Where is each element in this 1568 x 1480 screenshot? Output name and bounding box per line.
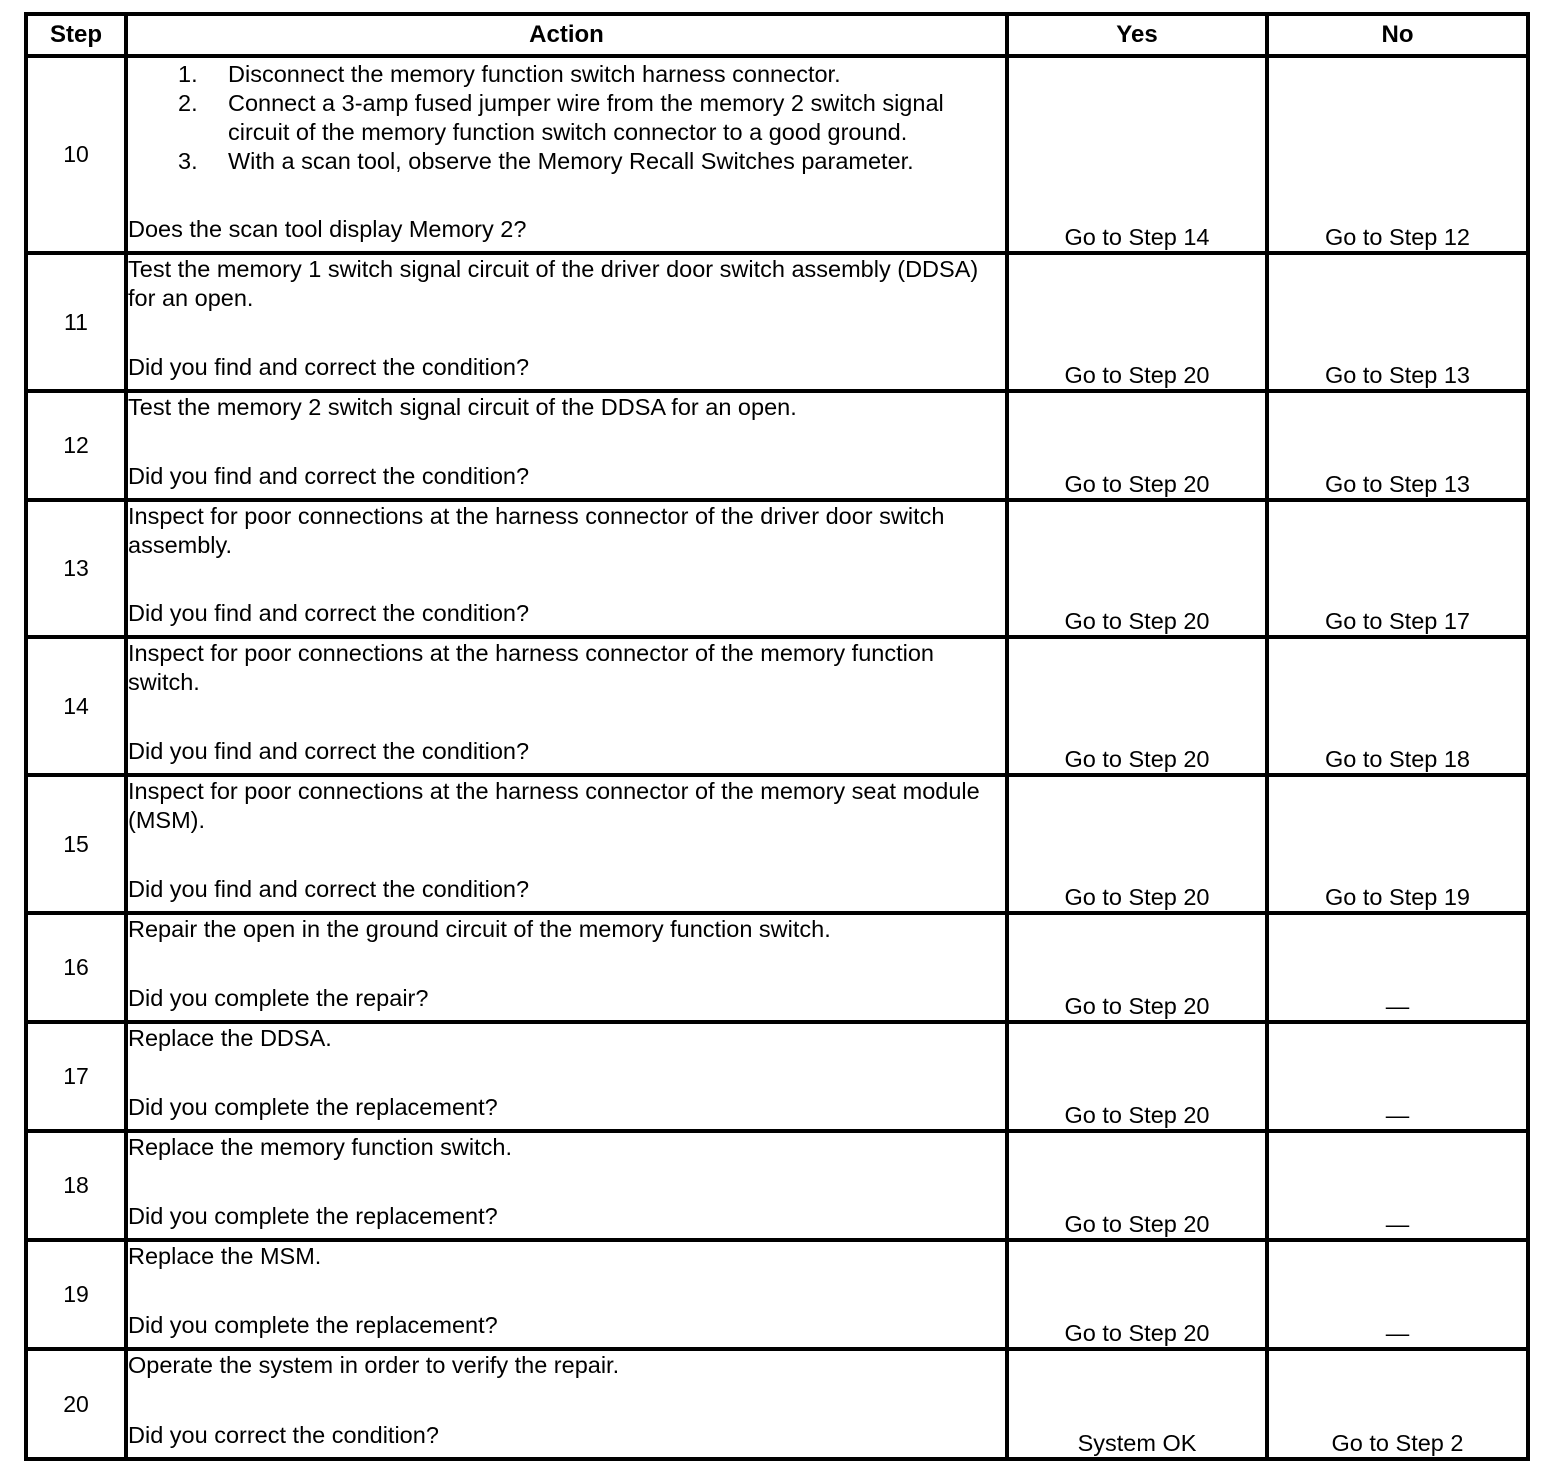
action-question: Did you correct the condition? (128, 1422, 439, 1448)
yes-result: Go to Step 20 (1007, 775, 1267, 913)
table-row (26, 500, 1528, 637)
action-cell (126, 253, 1007, 391)
no-result: Go to Step 13 (1267, 391, 1528, 500)
yes-result: Go to Step 20 (1007, 1131, 1267, 1240)
header-yes: Yes (1007, 14, 1267, 56)
step-number: 11 (26, 253, 126, 391)
table-row (26, 1240, 1528, 1349)
no-result: Go to Step 17 (1267, 500, 1528, 637)
step-number: 17 (26, 1022, 126, 1131)
action-text: Replace the DDSA. (128, 1025, 332, 1051)
action-text: Inspect for poor connections at the harness connector of the memory function switch. (128, 640, 934, 695)
table-row (26, 391, 1528, 500)
step-number: 18 (26, 1131, 126, 1240)
table-row (26, 637, 1528, 775)
yes-result: System OK (1007, 1349, 1267, 1459)
action-cell (126, 775, 1007, 913)
action-question: Did you find and correct the condition? (128, 738, 530, 764)
no-result: — (1267, 1022, 1528, 1131)
step-number: 19 (26, 1240, 126, 1349)
step-number: 13 (26, 500, 126, 637)
table-row (26, 1349, 1528, 1459)
yes-result: Go to Step 14 (1007, 56, 1267, 253)
yes-result: Go to Step 20 (1007, 1022, 1267, 1131)
action-question: Did you complete the repair? (128, 985, 429, 1011)
action-cell (126, 1349, 1007, 1459)
table-row (26, 913, 1528, 1022)
no-result: Go to Step 13 (1267, 253, 1528, 391)
table-row (26, 1022, 1528, 1131)
action-cell (126, 391, 1007, 500)
yes-result: Go to Step 20 (1007, 1240, 1267, 1349)
table-row (26, 253, 1528, 391)
action-text: Repair the open in the ground circuit of the memory function switch. (128, 916, 831, 942)
action-cell (126, 913, 1007, 1022)
yes-result: Go to Step 20 (1007, 253, 1267, 391)
header-action: Action (126, 14, 1007, 56)
yes-result: Go to Step 20 (1007, 500, 1267, 637)
action-question: Did you find and correct the condition? (128, 600, 530, 626)
header-row (26, 14, 1528, 56)
yes-result: Go to Step 20 (1007, 637, 1267, 775)
action-question: Did you find and correct the condition? (128, 354, 530, 380)
step-number: 10 (26, 56, 126, 253)
header-step: Step (26, 14, 126, 56)
action-cell (126, 1240, 1007, 1349)
step-number: 16 (26, 913, 126, 1022)
action-cell (126, 56, 1007, 253)
no-result: Go to Step 2 (1267, 1349, 1528, 1459)
no-result: — (1267, 913, 1528, 1022)
table-row (26, 775, 1528, 913)
step-number: 15 (26, 775, 126, 913)
list-item: 3. With a scan tool, observe the Memory Recall Switches parameter. (178, 148, 914, 174)
diagnostic-table (24, 12, 1530, 1461)
list-item: 1. Disconnect the memory function switch harness connector. (178, 61, 841, 87)
action-text: Replace the MSM. (128, 1243, 322, 1269)
no-result: — (1267, 1131, 1528, 1240)
action-text: Replace the memory function switch. (128, 1134, 512, 1160)
action-question: Does the scan tool display Memory 2? (128, 216, 527, 242)
table-row (26, 56, 1528, 253)
step-number: 12 (26, 391, 126, 500)
action-text: Operate the system in order to verify the repair. (128, 1352, 620, 1378)
action-question: Did you complete the replacement? (128, 1203, 498, 1229)
action-question: Did you find and correct the condition? (128, 876, 530, 902)
yes-result: Go to Step 20 (1007, 391, 1267, 500)
header-no: No (1267, 14, 1528, 56)
no-result: Go to Step 12 (1267, 56, 1528, 253)
action-text: Inspect for poor connections at the harness connector of the driver door switch assembly. (128, 503, 945, 558)
step-number: 20 (26, 1349, 126, 1459)
action-cell (126, 637, 1007, 775)
action-text: Test the memory 1 switch signal circuit of the driver door switch assembly (DDSA) for an open. (128, 256, 979, 311)
no-result: Go to Step 18 (1267, 637, 1528, 775)
table-row (26, 1131, 1528, 1240)
action-list (128, 60, 1005, 176)
action-text: Inspect for poor connections at the harness connector of the memory seat module (MSM). (128, 778, 980, 833)
action-cell (126, 1131, 1007, 1240)
no-result: — (1267, 1240, 1528, 1349)
action-question: Did you complete the replacement? (128, 1312, 498, 1338)
action-text: Test the memory 2 switch signal circuit of the DDSA for an open. (128, 394, 797, 420)
no-result: Go to Step 19 (1267, 775, 1528, 913)
action-cell (126, 1022, 1007, 1131)
action-question: Did you find and correct the condition? (128, 463, 530, 489)
yes-result: Go to Step 20 (1007, 913, 1267, 1022)
action-cell (126, 500, 1007, 637)
list-item: 2. Connect a 3-amp fused jumper wire from the memory 2 switch signal circuit of the memory function switch connector to a good ground. (178, 90, 944, 145)
action-question: Did you complete the replacement? (128, 1094, 498, 1120)
step-number: 14 (26, 637, 126, 775)
